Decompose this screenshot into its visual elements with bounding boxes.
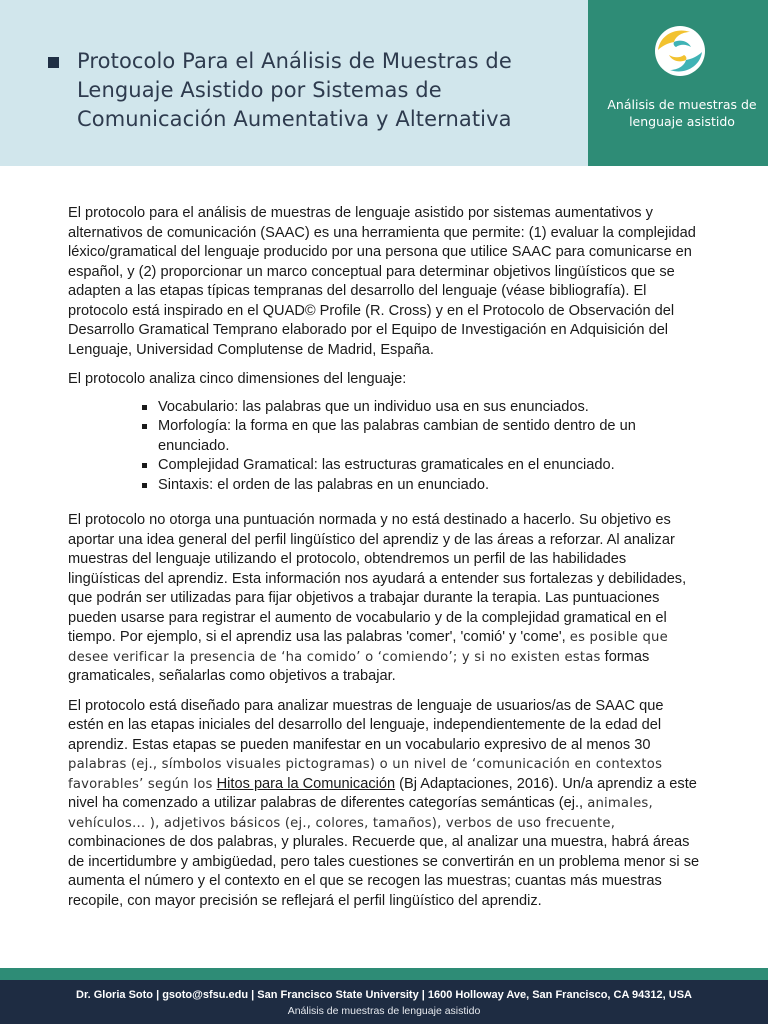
design-paragraph	[68, 697, 700, 912]
panel-caption: Análisis de muestras de lenguaje asistido	[607, 97, 757, 129]
square-bullet-icon	[48, 57, 59, 68]
list-item: Sintaxis: el orden de las palabras en un enunciado.	[142, 476, 700, 496]
list-item: Complejidad Gramatical: las estructuras gramaticales en el enunciado.	[142, 456, 700, 476]
text-span: El protocolo no otorga una puntuación normada y no está destinado a hacerlo. Su objetivo es aportar una idea general del perfil lingüístico del aprendiz y de las áreas a reforzar. Al analizar muestras del lenguaje utilizando el protocolo, obtendremos un perfil de las habilidades lingüísticas del aprendiz. Esta información nos ayudará a entender sus fortalezas y debilidades, que podrán ser utilizadas para fijar objetivos a trabajar durante la terapia. Las puntuaciones pueden usarse para registrar el aumento de vocabulario y de la complejidad gramatical en el tiempo. Por ejemplo, si el aprendiz usa las palabras 'comer', 'comió' y 'come',	[68, 512, 687, 645]
list-item: Vocabulario: las palabras que un individuo usa en sus enunciados.	[142, 398, 700, 418]
hitos-link[interactable]: Hitos para la Comunicación	[216, 775, 396, 792]
text-span: formas gramaticales, señalarlas como objetivos a trabajar.	[68, 648, 650, 684]
list-item: Morfología: la forma en que las palabras cambian de sentido dentro de un enunciado.	[142, 417, 700, 456]
footer-contact: Dr. Gloria Soto | gsoto@sfsu.edu | San Francisco State University | 1600 Holloway Ave, San Francisco, CA 94312, USA	[76, 989, 692, 1001]
text-span: palabras (ej., símbolos visuales pictogramas) o un nivel de ‘comunicación en contextos favorables’ según los	[68, 757, 663, 792]
page-footer	[0, 980, 768, 1024]
footer-stripe	[0, 968, 768, 980]
purpose-paragraph	[68, 511, 700, 687]
text-span: (Bj Adaptaciones, 2016). Un/a aprendiz a este nivel ha comenzado a utilizar palabras de diferentes categorías semánticas (ej.,	[68, 775, 697, 811]
title-block	[48, 47, 578, 134]
text-span: animales, vehículos… ), adjetivos básicos (ej., colores, tamaños), verbos de uso frecuente,	[68, 796, 653, 831]
logo-icon	[654, 25, 706, 77]
intro-paragraph: El protocolo para el análisis de muestras de lenguaje asistido por sistemas aumentativos y alternativos de comunicación (SAAC) es una herramienta que permite: (1) evaluar la complejidad léxico/gramatical del lenguaje producido por una persona que utilice SAAC para comunicarse en español, y (2) proporcionar un marco conceptual para determinar objetivos lingüísticos que se adapten a las etapas típicas tempranas del desarrollo del lenguaje (véase bibliografía). El protocolo está inspirado en el QUAD© Profile (R. Cross) y en el Protocolo de Observación del Desarrollo Gramatical Temprano elaborado por el Equipo de Investigación en Adquisición del Lenguaje, Universidad Complutense de Madrid, España.	[68, 205, 696, 358]
dimensions-list	[68, 398, 700, 496]
footer-subtitle: Análisis de muestras de lenguaje asistido	[287, 1005, 481, 1017]
page-title: Protocolo Para el Análisis de Muestras de Lenguaje Asistido por Sistemas de Comunicación Aumentativa y Alternativa	[77, 49, 512, 131]
main-content	[68, 204, 700, 921]
text-span: es posible que desee verificar la presencia de ‘ha comido’ o ‘comiendo’; y si no existen estas	[68, 630, 668, 665]
text-span: combinaciones de dos palabras, y plurales. Recuerde que, al analizar una muestra, habrá áreas de incertidumbre y ambigüedad, pero tales cuestiones se convertirán en un problema menor si se aumenta el número y el contexto en el que se recogen las muestras; cuantas más muestras recopile, con mayor precisión se reflejará el perfil lingüístico del aprendiz.	[68, 834, 700, 909]
dimensions-intro: El protocolo analiza cinco dimensiones del lenguaje:	[68, 371, 407, 387]
text-span: El protocolo está diseñado para analizar muestras de lenguaje de usuarios/as de SAAC que estén en las etapas iniciales del desarrollo del lenguaje, independientemente de la edad del aprendiz. Estas etapas se pueden manifestar en un vocabulario expresivo de al menos 30	[68, 697, 664, 753]
